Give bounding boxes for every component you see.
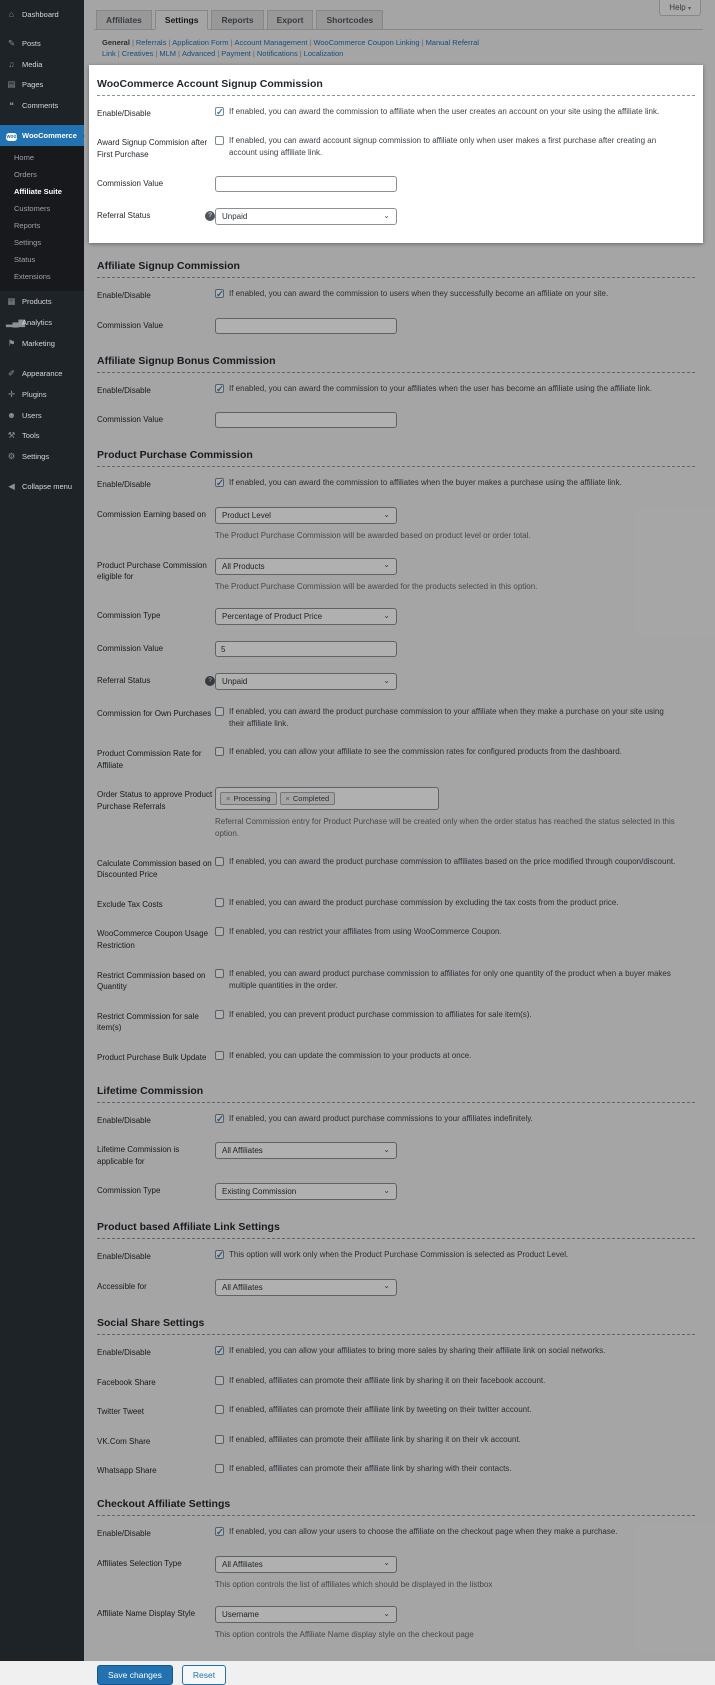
- posts-icon: ✎: [7, 38, 16, 48]
- chevron-down-icon: ⌄: [383, 610, 390, 620]
- setting-label: Enable/Disable: [97, 291, 151, 301]
- setting-label: Enable/Disable: [97, 1115, 151, 1125]
- setting-label: Referral Status: [97, 211, 151, 221]
- subnav-separator: |: [131, 38, 134, 47]
- chevron-down-icon: ⌄: [383, 210, 390, 220]
- setting-label: Commission for Own Purchases: [97, 709, 212, 719]
- setting-label: Commission Earning based on: [97, 510, 206, 520]
- chevron-down-icon: ⌄: [383, 1608, 390, 1618]
- collapse-menu-icon: ◀: [8, 481, 15, 491]
- users-icon: ☻: [7, 410, 16, 420]
- setting-help-text: This option controls the list of affiliates which should be displayed in the listbox: [215, 1579, 493, 1589]
- setting-row-award-signup-commision-after-first-purchase: [97, 127, 695, 168]
- subnav-link-localization[interactable]: Localization: [303, 49, 344, 59]
- section-title: Product based Affiliate Link Settings: [97, 1221, 280, 1234]
- sidebar-item-label: Dashboard: [22, 9, 59, 19]
- setting-label: Enable/Disable: [97, 108, 151, 118]
- checkbox-description: If enabled, you can award the product purchase commission by excluding the tax costs from the product price.: [229, 897, 619, 907]
- setting-label: Commission Type: [97, 611, 161, 621]
- select-value: Percentage of Product Price: [222, 612, 323, 622]
- subnav-link-application-form[interactable]: Application Form: [172, 38, 229, 47]
- section-title: Affiliate Signup Commission: [97, 260, 240, 273]
- plugins-icon: ✛: [7, 389, 16, 399]
- setting-row-enable-disable: [97, 98, 695, 128]
- sidebar-item-label: Settings: [22, 452, 50, 461]
- checkbox-description: If enabled, you can award account signup commission to affiliate only when user makes a first purchase after creating an account using affiliate link.: [229, 136, 657, 158]
- checkbox-description: If enabled, affiliates can promote their affiliate link by sharing with their contacts.: [229, 1464, 512, 1474]
- select-value: All Affiliates: [222, 1146, 263, 1156]
- checkbox-description: If enabled, you can award the product purchase commission to your affiliate when they make a purchase on your site using their affiliate link.: [229, 707, 664, 729]
- sidebar-item-orders[interactable]: Orders: [14, 170, 37, 179]
- setting-label: Calculate Commission based on Discounted Price: [97, 858, 212, 880]
- settings-icon: ⚙: [7, 451, 16, 461]
- subnav-separator: |: [421, 38, 424, 47]
- sidebar-item-label: Pages: [22, 80, 44, 89]
- admin-sidebar: [0, 0, 84, 1661]
- tag-label: Processing: [233, 794, 271, 804]
- chevron-down-icon: ⌄: [383, 1144, 390, 1154]
- subnav-separator: |: [155, 49, 158, 59]
- section-divider: [97, 95, 695, 96]
- remove-tag-icon[interactable]: ×: [285, 794, 290, 804]
- subnav-link-mlm[interactable]: MLM: [159, 49, 177, 59]
- award-signup-commision-after-first-purchase-checkbox[interactable]: [215, 136, 224, 145]
- setting-label: Order Status to approve Product Purchase Referrals: [97, 790, 213, 812]
- checkbox-description: If enabled, you can allow your affiliate to see the commission rates for configured products from the dashboard.: [229, 747, 622, 757]
- pages-icon: ▤: [7, 79, 16, 89]
- select-value: Username: [222, 1610, 259, 1620]
- help-tooltip-icon[interactable]: ?: [205, 211, 215, 221]
- tab-export[interactable]: Export: [267, 10, 314, 30]
- setting-label: Affiliates Selection Type: [97, 1558, 182, 1568]
- setting-label: Lifetime Commission is applicable for: [97, 1145, 180, 1166]
- section-title: Product Purchase Commission: [97, 449, 253, 462]
- setting-label: WooCommerce Coupon Usage Restriction: [97, 929, 209, 950]
- media-icon: ♫: [8, 59, 15, 69]
- chevron-down-icon: ⌄: [383, 675, 390, 685]
- setting-label: Award Signup Commision after First Purchase: [97, 138, 208, 159]
- chevron-down-icon: ⌄: [383, 1185, 390, 1195]
- subnav-link-advanced[interactable]: Advanced: [181, 49, 216, 59]
- checkbox-description: If enabled, you can allow your users to choose the affiliate on the checkout page when they make a purchase.: [229, 1526, 618, 1536]
- section-title: Affiliate Signup Bonus Commission: [97, 354, 276, 367]
- remove-tag-icon[interactable]: ×: [226, 794, 231, 804]
- select-value: All Affiliates: [222, 1559, 263, 1569]
- sidebar-item-users[interactable]: [0, 405, 84, 425]
- section-title: Social Share Settings: [97, 1316, 205, 1329]
- setting-label: Product Purchase Commission eligible for: [97, 560, 207, 582]
- help-tooltip-icon[interactable]: ?: [205, 676, 215, 686]
- subnav-separator: |: [168, 38, 171, 47]
- checkbox-description: If enabled, you can award product purchase commission to affiliates for only one quantity of the product when a buyer makes multiple quantities in the order.: [229, 968, 671, 990]
- select-value: Product Level: [222, 511, 271, 521]
- checkbox-description: If enabled, you can award product purchase commissions to your affiliates indefinitely.: [229, 1113, 533, 1123]
- setting-label: Twitter Tweet: [97, 1407, 144, 1417]
- sidebar-item-marketing[interactable]: [0, 333, 84, 354]
- setting-label: Facebook Share: [97, 1377, 156, 1387]
- setting-help-text: This option controls the Affiliate Name display style on the checkout page: [215, 1630, 474, 1640]
- sidebar-item-label: Posts: [22, 39, 41, 48]
- sidebar-item-label: Plugins: [22, 390, 47, 399]
- setting-label: Restrict Commission for sale item(s): [97, 1011, 199, 1033]
- checkbox-description: If enabled, affiliates can promote their affiliate link by sharing it on their vk account.: [229, 1434, 521, 1444]
- select-value: All Affiliates: [222, 1282, 263, 1292]
- checkbox-description: This option will work only when the Product Purchase Commission is selected as Product Level.: [229, 1250, 569, 1260]
- sidebar-item-label: Media: [22, 59, 43, 69]
- subnav-link-woocommerce-coupon-linking[interactable]: WooCommerce Coupon Linking: [313, 38, 420, 47]
- subnav-link-referrals[interactable]: Referrals: [135, 38, 167, 47]
- reset-button[interactable]: Reset: [182, 1665, 226, 1685]
- appearance-icon: ✐: [7, 368, 16, 378]
- products-icon: ▦: [7, 296, 16, 306]
- sidebar-item-tools[interactable]: [0, 425, 84, 446]
- sidebar-item-home[interactable]: Home: [14, 153, 35, 162]
- help-button-label: Help: [669, 3, 686, 12]
- sidebar-item-appearance[interactable]: [0, 363, 84, 384]
- referral-status-select[interactable]: [215, 208, 397, 225]
- subnav-separator: |: [117, 49, 120, 59]
- subnav-link-manual-referral-link[interactable]: Manual Referral Link: [102, 38, 479, 59]
- sidebar-item-posts[interactable]: [0, 33, 84, 54]
- sidebar-item-media[interactable]: [0, 54, 84, 74]
- checkbox-description: If enabled, affiliates can promote their affiliate link by tweeting on their twitter account.: [229, 1405, 532, 1415]
- sidebar-item-label: WooCommerce: [22, 131, 77, 140]
- checkbox-description: If enabled, you can update the commission to your products at once.: [229, 1050, 472, 1060]
- checkbox-description: If enabled, you can prevent product purchase commission to affiliates for sale item(s).: [229, 1009, 532, 1019]
- woocommerce-icon: woo: [6, 134, 17, 140]
- setting-label: VK.Com Share: [97, 1436, 151, 1446]
- setting-label: Enable/Disable: [97, 1528, 151, 1538]
- sidebar-item-comments[interactable]: [0, 95, 84, 116]
- chevron-down-icon: ⌄: [383, 560, 390, 570]
- setting-row-commission-value: [97, 168, 695, 200]
- save-changes-button[interactable]: Save changes: [97, 1665, 173, 1685]
- section-title: WooCommerce Account Signup Commission: [97, 77, 323, 90]
- sidebar-item-extensions[interactable]: Extensions: [14, 272, 51, 281]
- setting-label: Product Commission Rate for Affiliate: [97, 749, 202, 770]
- subnav-link-general[interactable]: General: [102, 38, 130, 47]
- checkbox-description: If enabled, you can award the commission to your affiliates when the user has become an affiliate using the affiliate link.: [229, 383, 652, 393]
- chevron-down-icon: ⌄: [383, 509, 390, 519]
- tools-icon: ⚒: [7, 430, 16, 440]
- setting-help-text: The Product Purchase Commission will be awarded for the products selected in this option.: [215, 581, 538, 591]
- sidebar-item-analytics[interactable]: [0, 312, 84, 333]
- select-value: All Products: [222, 561, 265, 571]
- checkbox-description: If enabled, you can restrict your affiliates from using WooCommerce Coupon.: [229, 927, 502, 937]
- select-value: Existing Commission: [222, 1187, 297, 1197]
- checkbox-description: If enabled, you can award the commission to users when they successfully become an affiliate on your site.: [229, 289, 609, 299]
- section-woocommerce-account-signup-commission: [89, 65, 703, 244]
- chevron-down-icon: ⌄: [383, 1558, 390, 1567]
- setting-label: Whatsapp Share: [97, 1466, 157, 1476]
- tab-shortcodes[interactable]: Shortcodes: [316, 10, 383, 30]
- sidebar-item-products[interactable]: [0, 291, 84, 312]
- chevron-down-icon: ⌄: [383, 1281, 390, 1291]
- setting-label: Accessible for: [97, 1281, 147, 1291]
- subnav-separator: |: [299, 49, 302, 59]
- checkbox-description: If enabled, you can award the product purchase commission to affiliates based on the price modified through coupon/discount.: [229, 856, 676, 866]
- sidebar-item-status[interactable]: Status: [14, 255, 36, 264]
- commission-value-input[interactable]: [215, 176, 397, 192]
- woocommerce-submenu: [0, 146, 84, 291]
- setting-help-text: The Product Purchase Commission will be awarded based on product level or order total.: [215, 531, 531, 541]
- setting-label: Product Purchase Bulk Update: [97, 1052, 207, 1062]
- sidebar-item-affiliate-suite[interactable]: Affiliate Suite: [14, 187, 62, 196]
- setting-label: Enable/Disable: [97, 1347, 151, 1357]
- sidebar-item-woocommerce[interactable]: [0, 125, 84, 146]
- sidebar-item-settings[interactable]: Settings: [14, 238, 42, 247]
- setting-label: Commission Value: [97, 415, 164, 425]
- setting-label: Enable/Disable: [97, 1252, 151, 1262]
- sidebar-item-plugins[interactable]: [0, 384, 84, 405]
- select-value: Unpaid: [222, 677, 248, 687]
- setting-label: Enable/Disable: [97, 480, 151, 490]
- sidebar-item-label: Products: [22, 297, 52, 306]
- setting-label: Referral Status: [97, 676, 151, 686]
- tab-settings[interactable]: Settings: [155, 10, 209, 30]
- comments-icon: ❝: [9, 100, 14, 110]
- sidebar-item-customers[interactable]: Customers: [14, 204, 51, 213]
- setting-help-text: Referral Commission entry for Product Purchase will be created only when the order status has reached the status selected in this option.: [215, 817, 675, 839]
- setting-label: Affiliate Name Display Style: [97, 1609, 196, 1619]
- dim-overlay: [84, 0, 715, 1661]
- marketing-icon: ⚑: [7, 338, 16, 348]
- sidebar-item-collapse-menu[interactable]: [0, 476, 84, 497]
- subnav-link-notifications[interactable]: Notifications: [256, 49, 298, 59]
- sidebar-item-settings[interactable]: [0, 446, 84, 467]
- sidebar-item-label: Tools: [22, 431, 40, 440]
- tag-label: Completed: [292, 794, 330, 804]
- subnav-separator: |: [178, 49, 180, 59]
- setting-label: Commission Value: [97, 320, 164, 330]
- checkbox-description: If enabled, affiliates can promote their affiliate link by sharing it on their facebook account.: [229, 1375, 546, 1385]
- analytics-icon: ▂▄▆: [6, 317, 26, 327]
- tab-affiliates[interactable]: Affiliates: [96, 10, 152, 30]
- tab-reports[interactable]: Reports: [211, 10, 263, 30]
- setting-label: Commission Value: [97, 179, 164, 189]
- sidebar-item-label: Analytics: [22, 318, 53, 327]
- section-title: Checkout Affiliate Settings: [97, 1497, 231, 1510]
- subnav-link-payment[interactable]: Payment: [221, 49, 251, 59]
- setting-label: Enable/Disable: [97, 385, 151, 395]
- section-title: Lifetime Commission: [97, 1084, 204, 1097]
- subnav-separator: |: [252, 49, 255, 59]
- sidebar-item-label: Marketing: [22, 339, 55, 348]
- subnav-link-creatives[interactable]: Creatives: [121, 49, 154, 59]
- enable-disable-checkbox[interactable]: [215, 107, 224, 116]
- chevron-down-icon: ▾: [687, 6, 691, 12]
- setting-label: Exclude Tax Costs: [97, 899, 163, 909]
- setting-row-referral-status: [97, 200, 695, 233]
- sidebar-item-dashboard[interactable]: [0, 4, 84, 24]
- sidebar-item-reports[interactable]: Reports: [14, 221, 41, 230]
- footer-actions: [97, 1665, 703, 1685]
- sidebar-item-label: Comments: [22, 101, 59, 110]
- checkbox-description: If enabled, you can award the commission to affiliate when the user creates an account on your site using the affiliate link.: [229, 106, 660, 116]
- checkbox-description: If enabled, you can allow your affiliates to bring more sales by sharing their affiliate link on social networks.: [229, 1345, 606, 1355]
- setting-label: Commission Type: [97, 1186, 161, 1196]
- select-value: Unpaid: [222, 212, 248, 222]
- setting-label: Commission Value: [97, 644, 164, 654]
- subnav-link-account-management[interactable]: Account Management: [234, 38, 308, 47]
- checkbox-description: If enabled, you can award the commission to affiliates when the buyer makes a purchase using the affiliate link.: [229, 478, 622, 488]
- dashboard-icon: ⌂: [8, 9, 15, 19]
- sidebar-item-label: Users: [22, 410, 42, 420]
- subnav-separator: |: [230, 38, 233, 47]
- sidebar-item-pages[interactable]: [0, 74, 84, 95]
- main-area: [84, 0, 715, 1680]
- subnav-separator: |: [309, 38, 312, 47]
- subnav-separator: |: [217, 49, 220, 59]
- setting-label: Restrict Commission based on Quantity: [97, 970, 206, 992]
- sidebar-item-label: Collapse menu: [22, 482, 73, 491]
- sidebar-item-label: Appearance: [22, 369, 63, 378]
